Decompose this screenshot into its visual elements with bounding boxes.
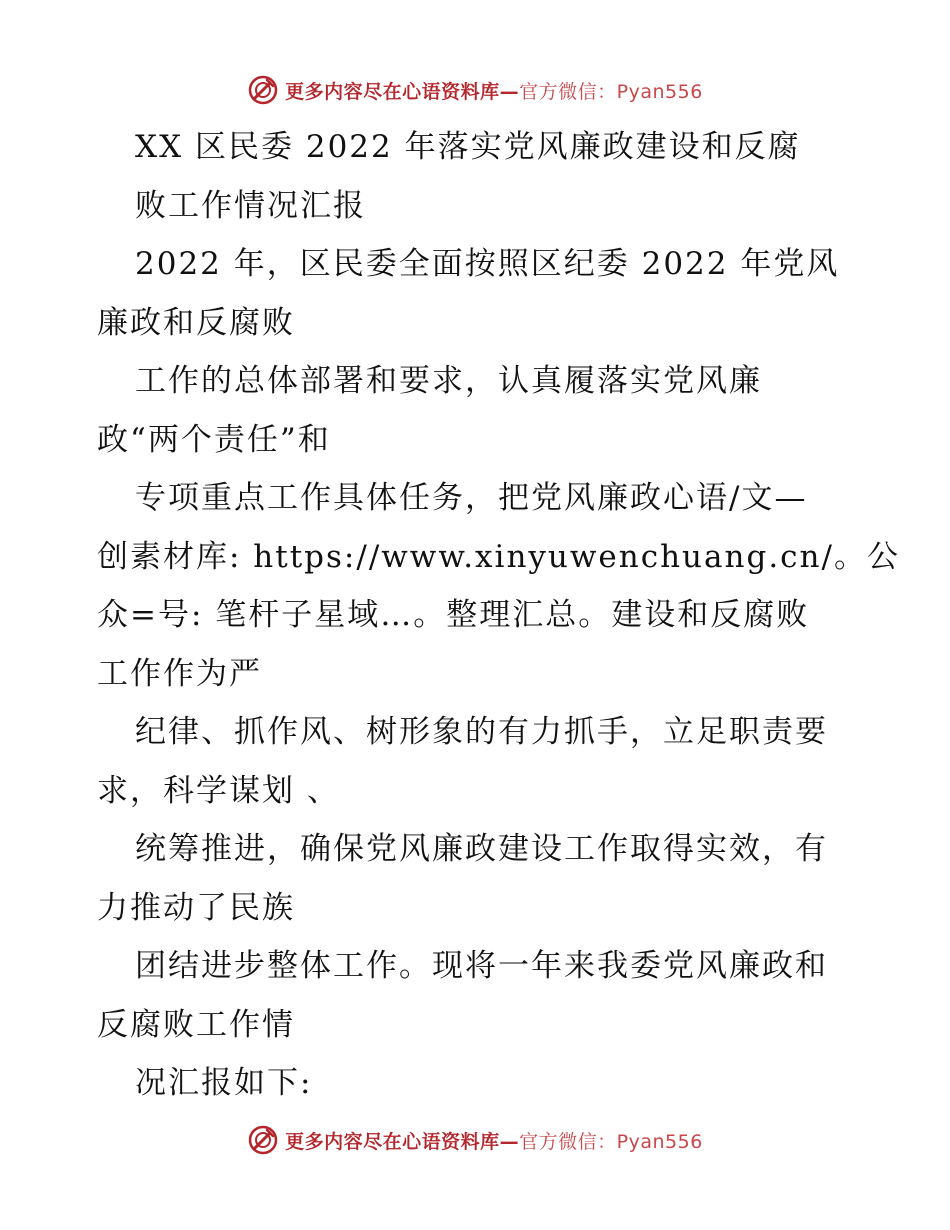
watermark-text	[285, 77, 703, 104]
text-line: 政“两个责任”和	[97, 421, 331, 458]
text-line: 工作的总体部署和要求，认真履落实党风廉	[135, 363, 762, 399]
watermark-main: 更多内容尽在心语资料库—	[285, 1130, 520, 1153]
text-line: 统筹推进，确保党风廉政建设工作取得实效，有	[135, 831, 828, 867]
text-line: 反腐败工作情	[97, 1006, 295, 1043]
text-line: 2022 年，区民委全面按照区纪委 2022 年党风	[135, 246, 840, 282]
stamp-logo-icon	[247, 74, 279, 106]
stamp-logo-icon	[247, 1124, 279, 1156]
text-line: 众=号: 笔杆子星域…。整理汇总。建设和反腐败	[97, 597, 810, 633]
text-line-link: 创素材库: https://www.xinyuwenchuang.cn/。公	[97, 538, 900, 575]
text-line: 力推动了民族	[97, 889, 295, 926]
text-line: XX 区民委 2022 年落实党风廉政建设和反腐	[135, 129, 801, 165]
text-line: 求，科学谋划 、	[97, 772, 340, 809]
watermark-text	[285, 1127, 703, 1154]
text-line: 专项重点工作具体任务，把党风廉政心语/文—	[135, 480, 808, 516]
watermark-main: 更多内容尽在心语资料库—	[285, 80, 520, 103]
watermark-banner-bottom	[0, 1120, 950, 1160]
text-line: 纪律、抓作风、树形象的有力抓手，立足职责要	[135, 714, 828, 750]
watermark-banner-top	[0, 70, 950, 110]
text-line: 团结进步整体工作。现将一年来我委党风廉政和	[135, 948, 828, 984]
text-line: 况汇报如下:	[135, 1065, 313, 1101]
watermark-wechat: 官方微信：Pyan556	[519, 80, 703, 103]
watermark-wechat: 官方微信：Pyan556	[519, 1130, 703, 1153]
text-line: 败工作情况汇报	[135, 187, 366, 224]
document-body	[97, 118, 900, 1113]
text-line: 工作作为严	[97, 655, 262, 692]
text-line: 廉政和反腐败	[97, 304, 295, 341]
